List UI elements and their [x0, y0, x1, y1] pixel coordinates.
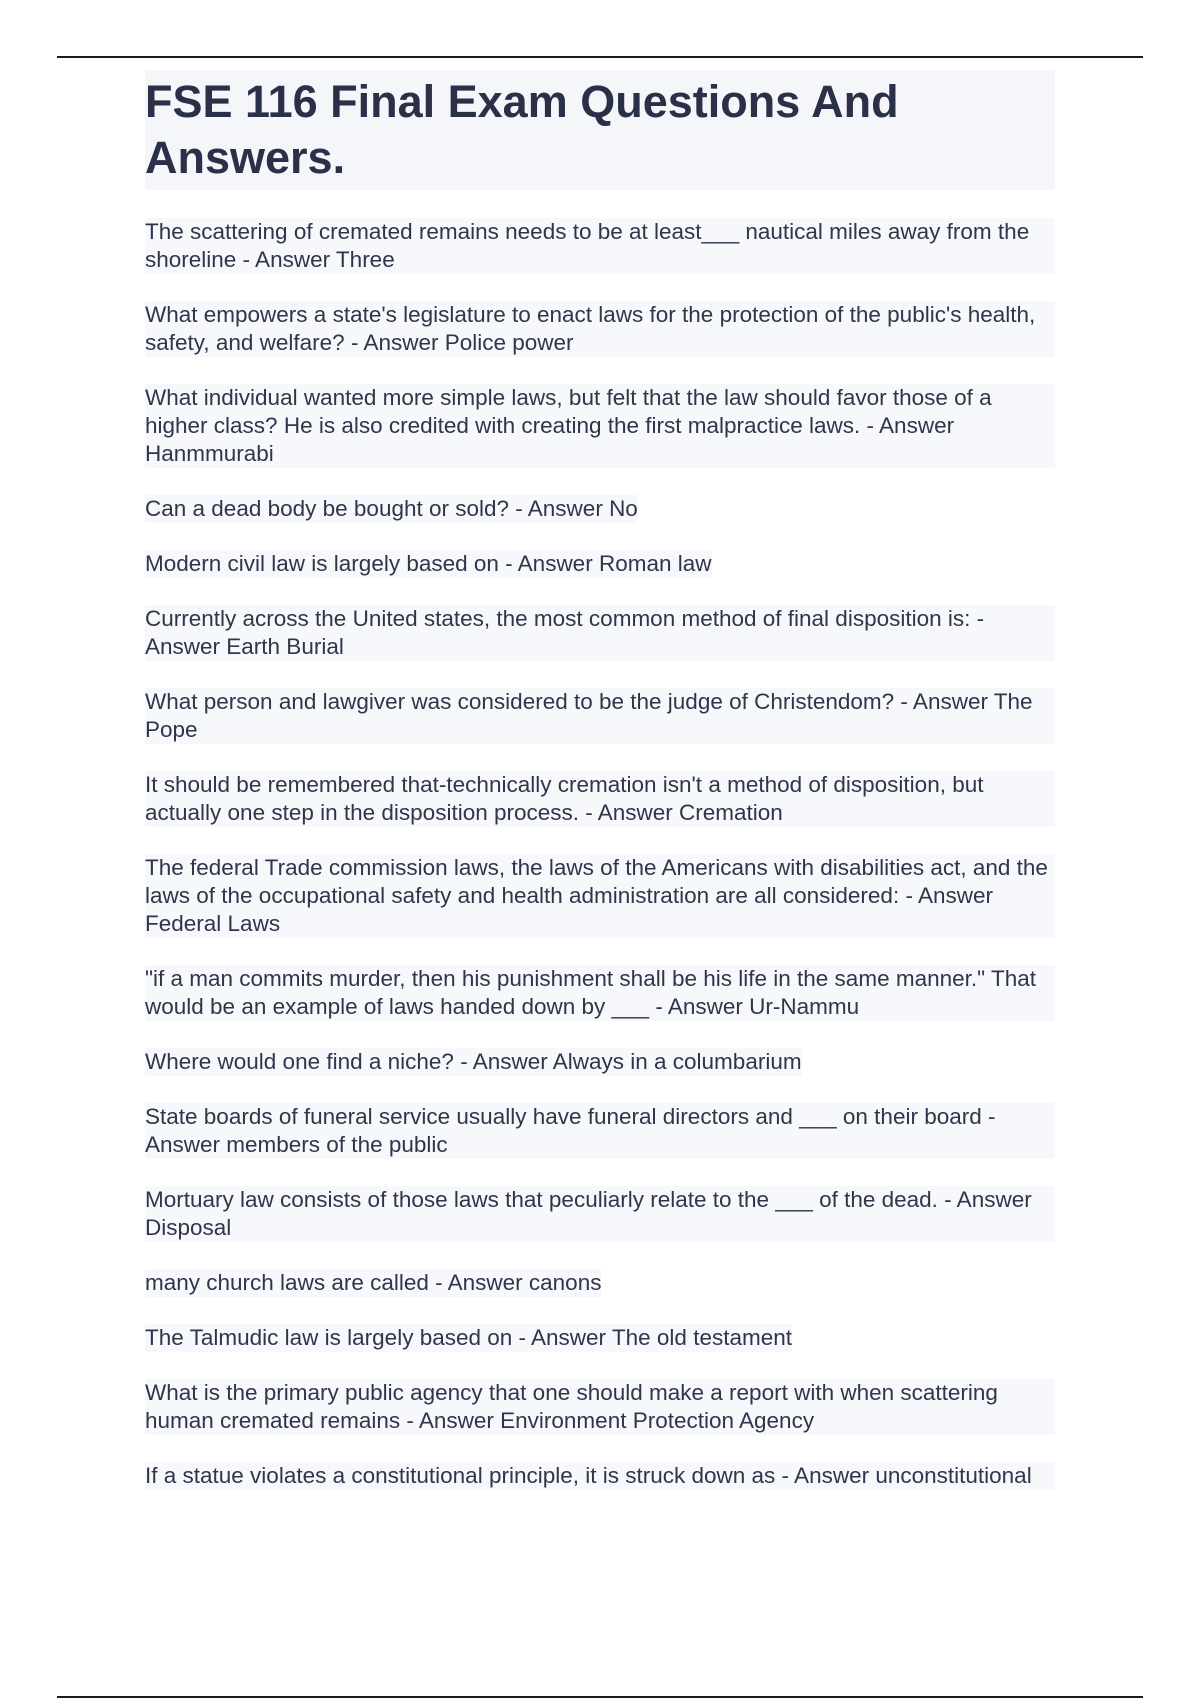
qa-item: many church laws are called - Answer canons [145, 1270, 602, 1295]
qa-item: Can a dead body be bought or sold? - Answer No [145, 496, 638, 521]
qa-item: What is the primary public agency that one should make a report with when scattering human cremated remains - Answer Environment Protection Agency [145, 1379, 1055, 1435]
qa-item: It should be remembered that-technically cremation isn't a method of disposition, but actually one step in the disposition process. - Answer Cremation [145, 771, 1055, 827]
qa-item: The Talmudic law is largely based on - Answer The old testament [145, 1325, 792, 1350]
qa-item: What empowers a state's legislature to enact laws for the protection of the public's health, safety, and welfare? - Answer Police power [145, 301, 1055, 357]
document-body [145, 70, 1055, 1517]
qa-item: What person and lawgiver was considered to be the judge of Christendom? - Answer The Pope [145, 688, 1055, 744]
qa-item: Currently across the United states, the most common method of final disposition is: - Answer Earth Burial [145, 605, 1055, 661]
qa-list [145, 218, 1055, 1490]
title-block [145, 70, 1055, 190]
qa-item: The scattering of cremated remains needs to be at least___ nautical miles away from the shoreline - Answer Three [145, 218, 1055, 274]
qa-item: If a statue violates a constitutional principle, it is struck down as - Answer unconstitutional [145, 1462, 1055, 1490]
page-title: FSE 116 Final Exam Questions And Answers. [145, 76, 899, 183]
qa-item: Mortuary law consists of those laws that peculiarly relate to the ___ of the dead. - Answer Disposal [145, 1186, 1055, 1242]
qa-item: The federal Trade commission laws, the laws of the Americans with disabilities act, and the laws of the occupational safety and health administration are all considered: - Answer Federal Laws [145, 854, 1055, 938]
qa-item: Where would one find a niche? - Answer Always in a columbarium [145, 1049, 802, 1074]
qa-item: "if a man commits murder, then his punishment shall be his life in the same manner." That would be an example of laws handed down by ___ - Answer Ur-Nammu [145, 965, 1055, 1021]
bottom-rule [57, 1696, 1143, 1698]
qa-item: State boards of funeral service usually have funeral directors and ___ on their board - Answer members of the public [145, 1103, 1055, 1159]
top-rule [57, 56, 1143, 58]
qa-item: Modern civil law is largely based on - Answer Roman law [145, 551, 712, 576]
qa-item: What individual wanted more simple laws, but felt that the law should favor those of a higher class? He is also credited with creating the first malpractice laws. - Answer Hanmmurabi [145, 384, 1055, 468]
